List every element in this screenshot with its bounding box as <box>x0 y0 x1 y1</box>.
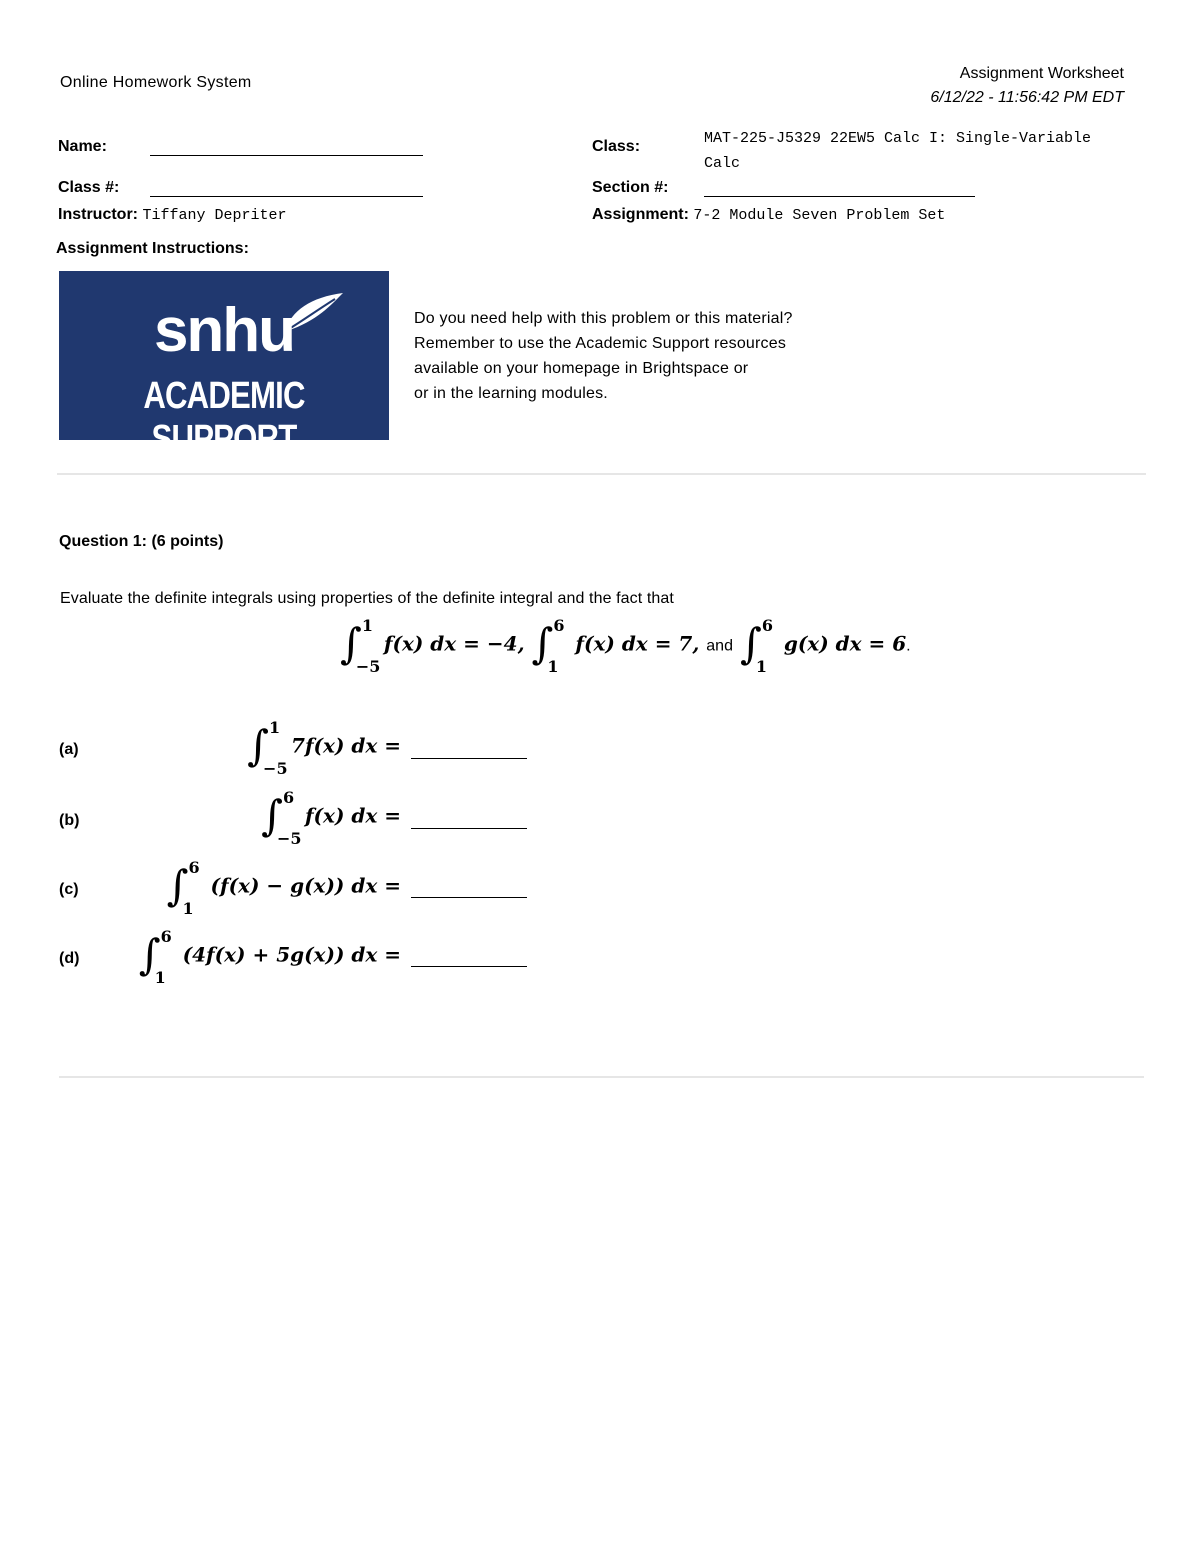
lower-limit: 1 <box>755 657 767 676</box>
lower-limit: −5 <box>263 759 288 778</box>
timestamp: 6/12/22 - 11:56:42 PM EDT <box>930 89 1124 106</box>
instructor-row <box>58 206 286 224</box>
class-value-line1: MAT-225-J5329 22EW5 Calc I: Single-Variable <box>704 130 1092 147</box>
help-line: Remember to use the Academic Support resources <box>414 335 787 352</box>
class-label: Class: <box>592 138 641 155</box>
section-label: Section #: <box>592 179 669 196</box>
answer-field-c[interactable] <box>411 897 527 898</box>
help-line: Do you need help with this problem or this material? <box>414 310 793 327</box>
help-line: or in the learning modules. <box>414 385 608 402</box>
integrand: (f(x) − g(x)) dx = <box>210 873 401 898</box>
assignment-value: 7-2 Module Seven Problem Set <box>693 207 946 224</box>
instructor-value: Tiffany Depriter <box>142 207 287 224</box>
assignment-label: Assignment: <box>592 206 689 223</box>
part-c-integral <box>166 858 401 918</box>
answer-field-d[interactable] <box>411 966 527 967</box>
part-label: (d) <box>59 950 80 967</box>
integral-sign: ∫ <box>340 618 362 668</box>
lower-limit: 1 <box>547 657 559 676</box>
given-integrals <box>340 616 911 676</box>
period: . <box>906 637 911 655</box>
instructor-label: Instructor: <box>58 206 138 223</box>
upper-limit: 1 <box>361 616 374 635</box>
integral-limits <box>182 858 211 918</box>
integrand: f(x) dx = <box>304 803 401 828</box>
header-right <box>930 62 1124 110</box>
system-name: Online Homework System <box>60 74 252 91</box>
integral-limits <box>276 788 305 848</box>
lower-limit: 1 <box>154 968 166 987</box>
integral-limits <box>755 616 784 676</box>
integral-sign: ∫ <box>247 720 270 770</box>
part-label: (c) <box>59 881 79 898</box>
integral-limits <box>263 718 291 778</box>
integrand: f(x) dx = −4, <box>383 631 525 656</box>
part-label: (b) <box>59 812 80 829</box>
lower-limit: −5 <box>355 657 381 676</box>
divider <box>59 1076 1144 1078</box>
part-label: (a) <box>59 741 79 758</box>
upper-limit: 6 <box>188 858 200 877</box>
logo-wordmark: snhu <box>153 296 295 365</box>
integral-sign: ∫ <box>138 929 161 979</box>
part-b-integral <box>261 788 401 848</box>
integral-limits <box>355 616 384 676</box>
upper-limit: 1 <box>269 718 281 737</box>
logo-subtitle: ACADEMIC SUPPORT <box>143 375 305 460</box>
and-word: and <box>706 637 733 655</box>
class-value <box>704 126 1091 176</box>
upper-limit: 6 <box>160 927 172 946</box>
question-prompt: Evaluate the definite integrals using properties of the definite integral and the fact that <box>60 590 674 607</box>
integrand: f(x) dx = 7, <box>575 631 700 656</box>
integral-sign: ∫ <box>531 618 554 668</box>
name-line <box>150 155 423 156</box>
lower-limit: 1 <box>182 899 194 918</box>
answer-field-b[interactable] <box>411 828 527 829</box>
class-number-line <box>150 196 423 197</box>
integrand: g(x) dx = 6 <box>783 631 907 656</box>
answer-field-a[interactable] <box>411 758 527 759</box>
integrand: 7f(x) dx = <box>291 733 401 758</box>
document-type: Assignment Worksheet <box>959 65 1124 82</box>
integral-sign: ∫ <box>261 790 283 840</box>
integral-limits <box>547 616 575 676</box>
class-value-line2: Calc <box>704 155 741 172</box>
lower-limit: −5 <box>276 829 302 848</box>
help-line: available on your homepage in Brightspace or <box>414 360 749 377</box>
help-text <box>414 306 793 406</box>
divider <box>57 473 1146 475</box>
section-line <box>704 196 975 197</box>
instructions-label: Assignment Instructions: <box>56 240 249 257</box>
upper-limit: 6 <box>553 616 565 635</box>
integral-sign: ∫ <box>739 618 762 668</box>
assignment-row <box>592 206 945 224</box>
snhu-academic-support-logo <box>59 271 389 460</box>
integral-limits <box>154 927 183 987</box>
class-number-label: Class #: <box>58 179 120 196</box>
part-a-integral <box>247 718 401 778</box>
part-d-integral <box>138 927 401 987</box>
integrand: (4f(x) + 5g(x)) dx = <box>182 942 401 967</box>
upper-limit: 6 <box>282 788 295 807</box>
name-label: Name: <box>58 138 107 155</box>
upper-limit: 6 <box>761 616 773 635</box>
integral-sign: ∫ <box>166 860 189 910</box>
question-title: Question 1: (6 points) <box>59 533 224 550</box>
